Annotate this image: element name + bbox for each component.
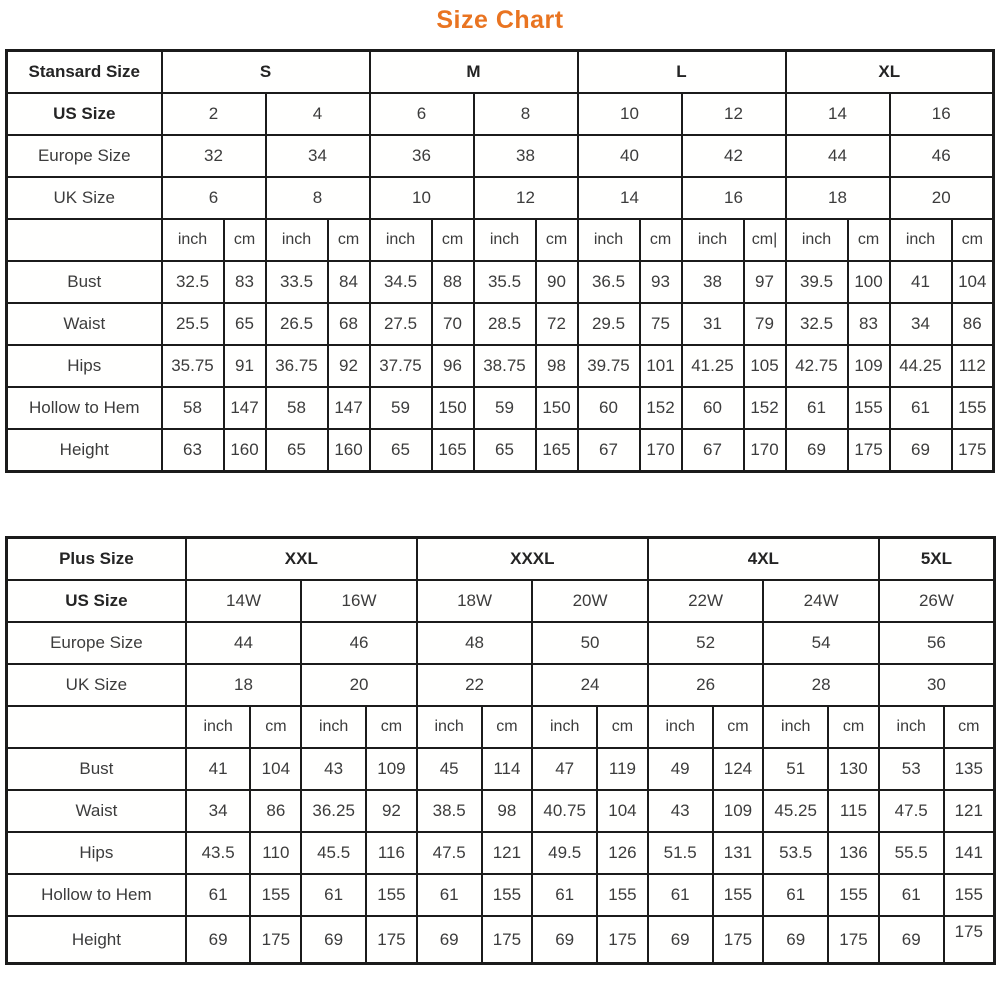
measure-value-cell: 32.5 (162, 261, 224, 303)
row-label-cell: UK Size (7, 177, 162, 219)
unit-cell: inch (763, 706, 828, 748)
measure-value-cell: 147 (328, 387, 370, 429)
measure-value-cell: 49 (648, 748, 713, 790)
measure-value-cell: 175 (828, 916, 879, 964)
measure-value-cell: 83 (848, 303, 890, 345)
measure-value-cell: 39.5 (786, 261, 848, 303)
measure-value-cell: 36.5 (578, 261, 640, 303)
measure-value-cell: 126 (597, 832, 648, 874)
measure-value-cell: 86 (952, 303, 994, 345)
measure-value-cell: 61 (879, 874, 944, 916)
measure-value-cell: 68 (328, 303, 370, 345)
unit-cell: cm (328, 219, 370, 261)
measure-value-cell: 69 (301, 916, 366, 964)
measure-value-cell: 49.5 (532, 832, 597, 874)
measure-value-cell: 96 (432, 345, 474, 387)
size-group-cell: 5XL (879, 538, 995, 581)
measure-label-cell: Height (7, 429, 162, 472)
measure-value-cell: 175 (848, 429, 890, 472)
unit-cell: cm (482, 706, 533, 748)
measure-value-cell: 59 (370, 387, 432, 429)
measure-value-cell: 130 (828, 748, 879, 790)
size-row (7, 135, 994, 177)
measure-value-cell: 152 (640, 387, 682, 429)
measure-label-cell: Hips (7, 345, 162, 387)
size-value-cell: 52 (648, 622, 763, 664)
table-header-row (7, 51, 994, 94)
measure-value-cell: 152 (744, 387, 786, 429)
measure-value-cell: 92 (328, 345, 370, 387)
unit-cell: cm (597, 706, 648, 748)
measure-value-cell: 141 (944, 832, 995, 874)
measure-value-cell: 40.75 (532, 790, 597, 832)
measure-value-cell: 51.5 (648, 832, 713, 874)
measure-value-cell: 43 (301, 748, 366, 790)
unit-cell: inch (682, 219, 744, 261)
measure-value-cell: 160 (224, 429, 266, 472)
measure-value-cell: 53.5 (763, 832, 828, 874)
table-header-row (7, 538, 995, 581)
size-row (7, 622, 995, 664)
measure-value-cell: 175 (713, 916, 764, 964)
measure-value-cell: 61 (763, 874, 828, 916)
measure-value-cell: 59 (474, 387, 536, 429)
measure-value-cell: 61 (890, 387, 952, 429)
measure-value-cell: 38.5 (417, 790, 482, 832)
measure-value-cell: 58 (266, 387, 328, 429)
measure-value-cell: 155 (848, 387, 890, 429)
measure-value-cell: 69 (879, 916, 944, 964)
measure-value-cell: 175 (250, 916, 301, 964)
size-value-cell: 20 (301, 664, 417, 706)
size-value-cell: 26 (648, 664, 763, 706)
measure-row (7, 387, 994, 429)
measure-label-cell: Waist (7, 790, 186, 832)
measure-value-cell: 47 (532, 748, 597, 790)
measure-row (7, 916, 995, 964)
measure-value-cell: 61 (417, 874, 482, 916)
measure-value-cell: 45.5 (301, 832, 366, 874)
size-value-cell: 14 (786, 93, 890, 135)
measure-label-cell: Hollow to Hem (7, 387, 162, 429)
measure-value-cell: 60 (682, 387, 744, 429)
measure-row (7, 832, 995, 874)
unit-cell: cm (366, 706, 417, 748)
measure-value-cell: 155 (250, 874, 301, 916)
measure-value-cell: 28.5 (474, 303, 536, 345)
measure-value-cell: 32.5 (786, 303, 848, 345)
size-group-cell: L (578, 51, 786, 94)
measure-value-cell: 65 (266, 429, 328, 472)
unit-cell: cm (828, 706, 879, 748)
measure-value-cell: 165 (432, 429, 474, 472)
unit-cell: inch (648, 706, 713, 748)
measure-value-cell: 175 (952, 429, 994, 472)
measure-value-cell: 26.5 (266, 303, 328, 345)
plus-size-table (5, 536, 996, 965)
size-value-cell: 32 (162, 135, 266, 177)
measure-value-cell: 116 (366, 832, 417, 874)
measure-label-cell: Height (7, 916, 186, 964)
size-value-cell: 40 (578, 135, 682, 177)
measure-label-cell: Hollow to Hem (7, 874, 186, 916)
measure-value-cell: 72 (536, 303, 578, 345)
measure-value-cell: 175 (482, 916, 533, 964)
size-value-cell: 10 (578, 93, 682, 135)
measure-value-cell: 61 (532, 874, 597, 916)
unit-cell: inch (532, 706, 597, 748)
size-value-cell: 24W (763, 580, 879, 622)
measure-value-cell: 41 (186, 748, 251, 790)
measure-value-cell: 121 (482, 832, 533, 874)
measure-row (7, 874, 995, 916)
measure-value-cell: 88 (432, 261, 474, 303)
measure-value-cell: 75 (640, 303, 682, 345)
size-group-cell: XXL (186, 538, 417, 581)
measure-value-cell: 41 (890, 261, 952, 303)
measure-value-cell: 34 (186, 790, 251, 832)
size-group-cell: XXXL (417, 538, 648, 581)
table-title-cell: Stansard Size (7, 51, 162, 94)
size-value-cell: 6 (370, 93, 474, 135)
size-value-cell: 2 (162, 93, 266, 135)
measure-value-cell: 69 (417, 916, 482, 964)
size-value-cell: 54 (763, 622, 879, 664)
measure-value-cell: 67 (578, 429, 640, 472)
measure-row (7, 790, 995, 832)
measure-value-cell: 155 (944, 874, 995, 916)
measure-value-cell: 124 (713, 748, 764, 790)
measure-value-cell: 69 (186, 916, 251, 964)
measure-value-cell: 90 (536, 261, 578, 303)
size-value-cell: 14 (578, 177, 682, 219)
unit-cell: cm (432, 219, 474, 261)
measure-value-cell: 43 (648, 790, 713, 832)
unit-cell: cm (224, 219, 266, 261)
measure-value-cell: 165 (536, 429, 578, 472)
measure-value-cell: 155 (713, 874, 764, 916)
size-value-cell: 36 (370, 135, 474, 177)
measure-value-cell: 41.25 (682, 345, 744, 387)
measure-value-cell: 61 (786, 387, 848, 429)
row-label-cell: Europe Size (7, 622, 186, 664)
unit-cell: inch (266, 219, 328, 261)
size-value-cell: 12 (474, 177, 578, 219)
unit-cell: inch (301, 706, 366, 748)
size-value-cell: 14W (186, 580, 301, 622)
empty-corner-cell (7, 706, 186, 748)
size-value-cell: 8 (266, 177, 370, 219)
empty-corner-cell (7, 219, 162, 261)
size-value-cell: 12 (682, 93, 786, 135)
measure-value-cell: 114 (482, 748, 533, 790)
measure-value-cell: 155 (482, 874, 533, 916)
size-value-cell: 34 (266, 135, 370, 177)
standard-size-table (5, 49, 995, 473)
measure-value-cell: 104 (597, 790, 648, 832)
measure-value-cell: 36.75 (266, 345, 328, 387)
measure-value-cell: 104 (250, 748, 301, 790)
unit-cell: cm (952, 219, 994, 261)
size-group-cell: 4XL (648, 538, 879, 581)
measure-value-cell: 47.5 (417, 832, 482, 874)
measure-value-cell: 109 (713, 790, 764, 832)
measure-value-cell: 105 (744, 345, 786, 387)
size-value-cell: 8 (474, 93, 578, 135)
size-value-cell: 16 (890, 93, 994, 135)
measure-value-cell: 34 (890, 303, 952, 345)
measure-value-cell: 86 (250, 790, 301, 832)
measure-value-cell: 34.5 (370, 261, 432, 303)
measure-value-cell: 70 (432, 303, 474, 345)
unit-cell: inch (578, 219, 640, 261)
measure-value-cell: 136 (828, 832, 879, 874)
size-value-cell: 44 (186, 622, 301, 664)
measure-value-cell: 60 (578, 387, 640, 429)
size-value-cell: 46 (890, 135, 994, 177)
measure-value-cell: 100 (848, 261, 890, 303)
unit-cell: inch (474, 219, 536, 261)
measure-value-cell: 135 (944, 748, 995, 790)
measure-value-cell: 119 (597, 748, 648, 790)
measure-value-cell: 104 (952, 261, 994, 303)
measure-value-cell: 31 (682, 303, 744, 345)
unit-row (7, 706, 995, 748)
unit-cell: cm (250, 706, 301, 748)
measure-value-cell: 35.75 (162, 345, 224, 387)
measure-value-cell: 79 (744, 303, 786, 345)
measure-value-cell: 47.5 (879, 790, 944, 832)
measure-label-cell: Hips (7, 832, 186, 874)
measure-value-cell: 175 (597, 916, 648, 964)
unit-cell: inch (370, 219, 432, 261)
measure-value-cell: 44.25 (890, 345, 952, 387)
size-group-cell: S (162, 51, 370, 94)
size-value-cell: 50 (532, 622, 648, 664)
measure-label-cell: Bust (7, 261, 162, 303)
measure-value-cell: 61 (186, 874, 251, 916)
unit-cell: cm (944, 706, 995, 748)
size-value-cell: 30 (879, 664, 995, 706)
size-value-cell: 6 (162, 177, 266, 219)
size-value-cell: 16W (301, 580, 417, 622)
measure-value-cell: 93 (640, 261, 682, 303)
measure-value-cell: 53 (879, 748, 944, 790)
measure-value-cell: 65 (224, 303, 266, 345)
measure-value-cell: 155 (597, 874, 648, 916)
measure-value-cell: 69 (648, 916, 713, 964)
size-value-cell: 42 (682, 135, 786, 177)
size-row (7, 177, 994, 219)
measure-value-cell: 69 (786, 429, 848, 472)
row-label-cell: US Size (7, 93, 162, 135)
measure-value-cell: 110 (250, 832, 301, 874)
measure-value-cell: 147 (224, 387, 266, 429)
size-value-cell: 16 (682, 177, 786, 219)
size-row (7, 664, 995, 706)
measure-value-cell: 160 (328, 429, 370, 472)
measure-value-cell: 25.5 (162, 303, 224, 345)
size-value-cell: 10 (370, 177, 474, 219)
measure-row (7, 429, 994, 472)
measure-value-cell: 43.5 (186, 832, 251, 874)
size-value-cell: 4 (266, 93, 370, 135)
measure-value-cell: 67 (682, 429, 744, 472)
measure-value-cell: 38 (682, 261, 744, 303)
measure-value-cell: 69 (532, 916, 597, 964)
measure-value-cell: 112 (952, 345, 994, 387)
measure-value-cell: 45 (417, 748, 482, 790)
measure-value-cell: 155 (828, 874, 879, 916)
unit-cell: inch (186, 706, 251, 748)
measure-value-cell: 42.75 (786, 345, 848, 387)
measure-value-cell: 115 (828, 790, 879, 832)
measure-value-cell: 170 (640, 429, 682, 472)
measure-label-cell: Bust (7, 748, 186, 790)
size-value-cell: 20W (532, 580, 648, 622)
measure-value-cell: 33.5 (266, 261, 328, 303)
measure-value-cell: 36.25 (301, 790, 366, 832)
measure-label-cell: Waist (7, 303, 162, 345)
measure-value-cell: 98 (536, 345, 578, 387)
measure-value-cell: 37.75 (370, 345, 432, 387)
size-value-cell: 18W (417, 580, 532, 622)
unit-cell: inch (879, 706, 944, 748)
measure-value-cell: 45.25 (763, 790, 828, 832)
size-value-cell: 26W (879, 580, 995, 622)
measure-row (7, 303, 994, 345)
measure-value-cell: 61 (301, 874, 366, 916)
unit-cell: cm (848, 219, 890, 261)
unit-cell: cm (713, 706, 764, 748)
measure-row (7, 261, 994, 303)
measure-row (7, 345, 994, 387)
unit-row (7, 219, 994, 261)
measure-value-cell: 175 (944, 916, 995, 964)
unit-cell: cm (536, 219, 578, 261)
measure-value-cell: 35.5 (474, 261, 536, 303)
size-value-cell: 18 (186, 664, 301, 706)
measure-value-cell: 51 (763, 748, 828, 790)
size-value-cell: 46 (301, 622, 417, 664)
size-value-cell: 44 (786, 135, 890, 177)
measure-value-cell: 150 (536, 387, 578, 429)
measure-value-cell: 27.5 (370, 303, 432, 345)
measure-value-cell: 175 (366, 916, 417, 964)
measure-row (7, 748, 995, 790)
row-label-cell: US Size (7, 580, 186, 622)
unit-cell: cm| (744, 219, 786, 261)
measure-value-cell: 170 (744, 429, 786, 472)
size-value-cell: 56 (879, 622, 995, 664)
measure-value-cell: 69 (763, 916, 828, 964)
measure-value-cell: 29.5 (578, 303, 640, 345)
measure-value-cell: 101 (640, 345, 682, 387)
measure-value-cell: 91 (224, 345, 266, 387)
measure-value-cell: 131 (713, 832, 764, 874)
measure-value-cell: 83 (224, 261, 266, 303)
measure-value-cell: 150 (432, 387, 474, 429)
measure-value-cell: 84 (328, 261, 370, 303)
size-group-cell: M (370, 51, 578, 94)
measure-value-cell: 109 (848, 345, 890, 387)
row-label-cell: UK Size (7, 664, 186, 706)
measure-value-cell: 55.5 (879, 832, 944, 874)
measure-value-cell: 155 (366, 874, 417, 916)
unit-cell: inch (417, 706, 482, 748)
size-value-cell: 38 (474, 135, 578, 177)
measure-value-cell: 61 (648, 874, 713, 916)
row-label-cell: Europe Size (7, 135, 162, 177)
measure-value-cell: 155 (952, 387, 994, 429)
unit-cell: inch (162, 219, 224, 261)
size-value-cell: 22 (417, 664, 532, 706)
measure-value-cell: 97 (744, 261, 786, 303)
measure-value-cell: 69 (890, 429, 952, 472)
measure-value-cell: 58 (162, 387, 224, 429)
measure-value-cell: 98 (482, 790, 533, 832)
measure-value-cell: 65 (474, 429, 536, 472)
measure-value-cell: 38.75 (474, 345, 536, 387)
size-group-cell: XL (786, 51, 994, 94)
size-value-cell: 20 (890, 177, 994, 219)
measure-value-cell: 92 (366, 790, 417, 832)
size-value-cell: 24 (532, 664, 648, 706)
unit-cell: inch (890, 219, 952, 261)
measure-value-cell: 63 (162, 429, 224, 472)
size-row (7, 580, 995, 622)
measure-value-cell: 65 (370, 429, 432, 472)
measure-value-cell: 109 (366, 748, 417, 790)
unit-cell: inch (786, 219, 848, 261)
size-value-cell: 22W (648, 580, 763, 622)
size-value-cell: 28 (763, 664, 879, 706)
measure-value-cell: 121 (944, 790, 995, 832)
size-value-cell: 18 (786, 177, 890, 219)
measure-value-cell: 39.75 (578, 345, 640, 387)
size-value-cell: 48 (417, 622, 532, 664)
page-title: Size Chart (436, 6, 564, 34)
unit-cell: cm (640, 219, 682, 261)
table-title-cell: Plus Size (7, 538, 186, 581)
size-row (7, 93, 994, 135)
